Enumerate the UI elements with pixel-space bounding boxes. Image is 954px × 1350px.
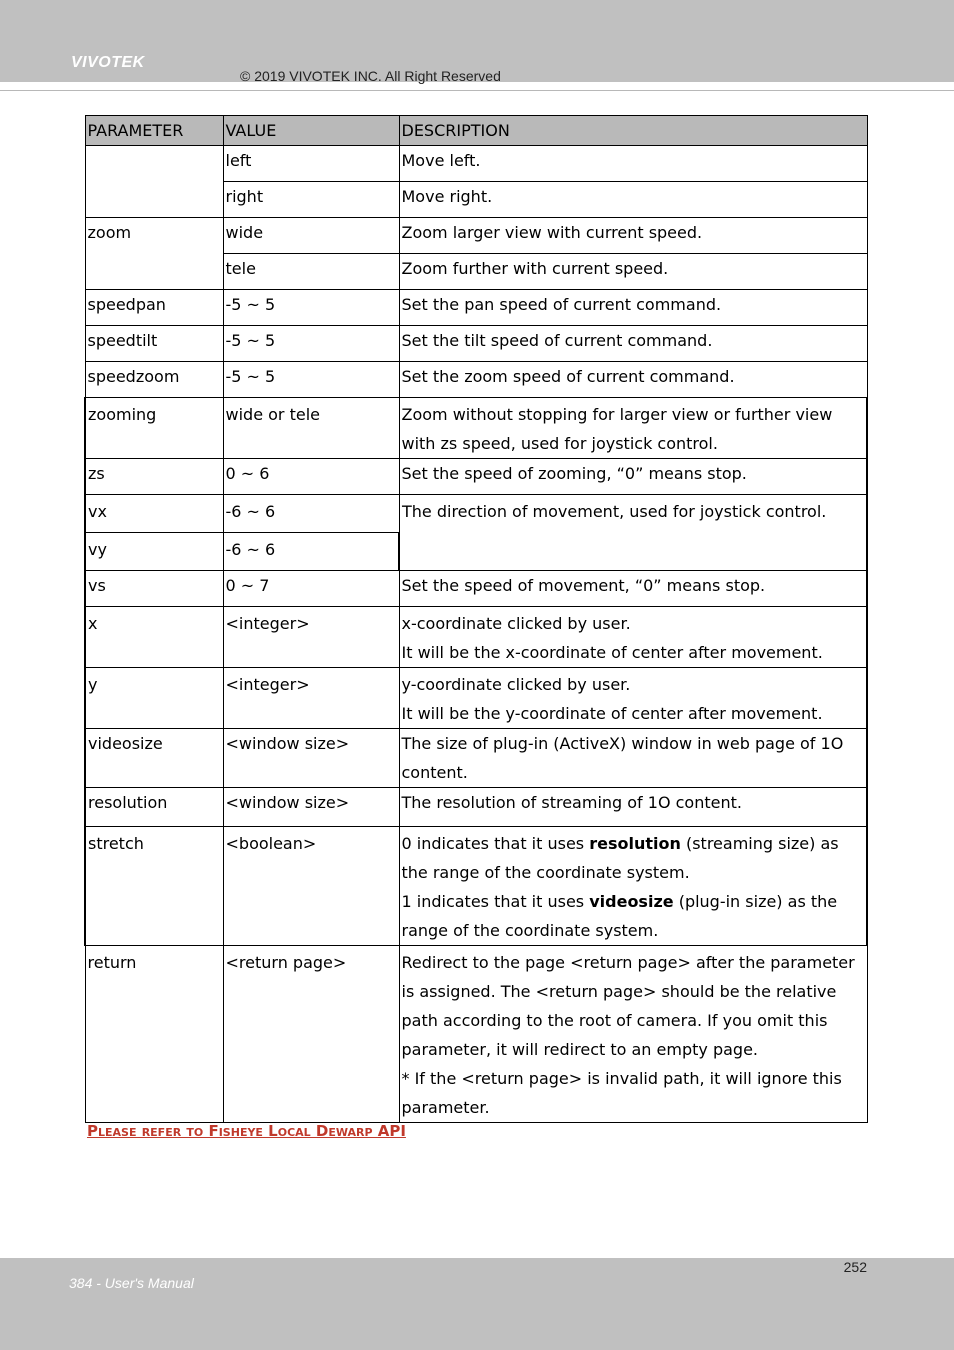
param-cell: vy xyxy=(85,533,223,571)
param-cell: y xyxy=(85,668,223,729)
param-cell: stretch xyxy=(85,827,223,946)
description-cell xyxy=(399,668,867,729)
param-cell: vs xyxy=(85,571,223,607)
table-row xyxy=(85,571,867,607)
table-row xyxy=(85,218,867,254)
table-row xyxy=(85,946,867,1123)
description-cell: Zoom further with current speed. xyxy=(399,254,867,290)
param-cell: vx xyxy=(85,495,223,533)
description-cell: Set the pan speed of current command. xyxy=(399,290,867,326)
param-cell: x xyxy=(85,607,223,668)
manual-label: 384 - User's Manual xyxy=(69,1275,194,1291)
value-cell: <integer> xyxy=(223,607,399,668)
description-cell: Set the zoom speed of current command. xyxy=(399,362,867,398)
param-cell: speedzoom xyxy=(85,362,223,398)
value-cell: tele xyxy=(223,254,399,290)
value-cell: <window size> xyxy=(223,788,399,827)
description-cell: Set the speed of zooming, “0” means stop. xyxy=(399,459,867,495)
keyword-videosize: videosize xyxy=(589,892,674,911)
description-line: It will be the y-coordinate of center after movement. xyxy=(401,704,823,723)
description-line: It will be the x-coordinate of center after movement. xyxy=(401,643,823,662)
text-run: 0 indicates that it uses xyxy=(401,834,590,853)
fisheye-dewarp-api-link[interactable]: Please refer to Fisheye Local Dewarp API xyxy=(87,1122,406,1140)
param-cell: speedtilt xyxy=(85,326,223,362)
description-cell: Set the tilt speed of current command. xyxy=(399,326,867,362)
value-cell: 0 ~ 7 xyxy=(223,571,399,607)
description-line: x-coordinate clicked by user. xyxy=(401,614,631,633)
description-line xyxy=(402,887,865,945)
param-cell: zoom xyxy=(85,218,223,290)
description-cell: The resolution of streaming of 1O content. xyxy=(399,788,867,827)
value-cell: 0 ~ 6 xyxy=(223,459,399,495)
value-cell: left xyxy=(223,146,399,182)
keyword-resolution: resolution xyxy=(589,834,681,853)
table-row xyxy=(85,827,867,946)
table-row xyxy=(85,459,867,495)
text-run: 1 indicates that it uses xyxy=(401,892,590,911)
value-cell: -5 ~ 5 xyxy=(223,362,399,398)
param-cell: zooming xyxy=(85,398,223,459)
table-row xyxy=(85,788,867,827)
footer-band xyxy=(0,1258,954,1350)
value-cell: -5 ~ 5 xyxy=(223,290,399,326)
value-cell: -6 ~ 6 xyxy=(223,495,399,533)
description-cell: Zoom larger view with current speed. xyxy=(399,218,867,254)
description-cell: Move left. xyxy=(399,146,867,182)
description-line: y-coordinate clicked by user. xyxy=(401,675,631,694)
description-cell xyxy=(399,946,867,1123)
description-cell xyxy=(399,607,867,668)
param-cell: resolution xyxy=(85,788,223,827)
description-cell xyxy=(399,827,867,946)
description-cell: Set the speed of movement, “0” means stop. xyxy=(399,571,867,607)
value-cell: wide xyxy=(223,218,399,254)
header-divider xyxy=(0,90,954,91)
value-cell: -6 ~ 6 xyxy=(223,533,399,571)
description-line: * If the <return page> is invalid path, it will ignore this parameter. xyxy=(401,1069,842,1117)
table-row xyxy=(85,326,867,362)
description-cell: The direction of movement, used for joystick control. xyxy=(399,495,867,571)
value-cell: right xyxy=(223,182,399,218)
parameter-table xyxy=(84,115,868,1123)
table-row xyxy=(85,398,867,459)
column-header-description: DESCRIPTION xyxy=(399,116,867,146)
value-cell: <boolean> xyxy=(223,827,399,946)
table-row xyxy=(85,362,867,398)
description-cell: Zoom without stopping for larger view or further view with zs speed, used for joystick control. xyxy=(399,398,867,459)
param-cell: videosize xyxy=(85,729,223,788)
column-header-parameter: PARAMETER xyxy=(85,116,223,146)
value-cell: wide or tele xyxy=(223,398,399,459)
text-run: (streaming size) as the range of the coordinate system. xyxy=(401,834,839,882)
table-header-row xyxy=(85,116,867,146)
page-number: 252 xyxy=(843,1259,867,1275)
brand-logo: VIVOTEK xyxy=(71,54,145,71)
table-row xyxy=(85,668,867,729)
description-line xyxy=(402,829,865,887)
table-row xyxy=(85,607,867,668)
value-cell: <integer> xyxy=(223,668,399,729)
description-cell: Move right. xyxy=(399,182,867,218)
table-row xyxy=(85,146,867,182)
param-cell: zs xyxy=(85,459,223,495)
text-run: (plug-in size) as the range of the coordinate system. xyxy=(401,892,838,940)
column-header-value: VALUE xyxy=(223,116,399,146)
value-cell: <return page> xyxy=(223,946,399,1123)
table-row xyxy=(85,729,867,788)
table-row xyxy=(85,495,867,533)
value-cell: <window size> xyxy=(223,729,399,788)
table-row xyxy=(85,290,867,326)
description-cell: The size of plug-in (ActiveX) window in web page of 1O content. xyxy=(399,729,867,788)
param-cell xyxy=(85,146,223,218)
param-cell: return xyxy=(85,946,223,1123)
value-cell: -5 ~ 5 xyxy=(223,326,399,362)
description-line: Redirect to the page <return page> after the parameter is assigned. The <return page> should be the relative path according to the root of camera. If you omit this parameter, it will redirect to an empty page. xyxy=(401,953,855,1059)
copyright-text: © 2019 VIVOTEK INC. All Right Reserved xyxy=(240,68,501,84)
param-cell: speedpan xyxy=(85,290,223,326)
